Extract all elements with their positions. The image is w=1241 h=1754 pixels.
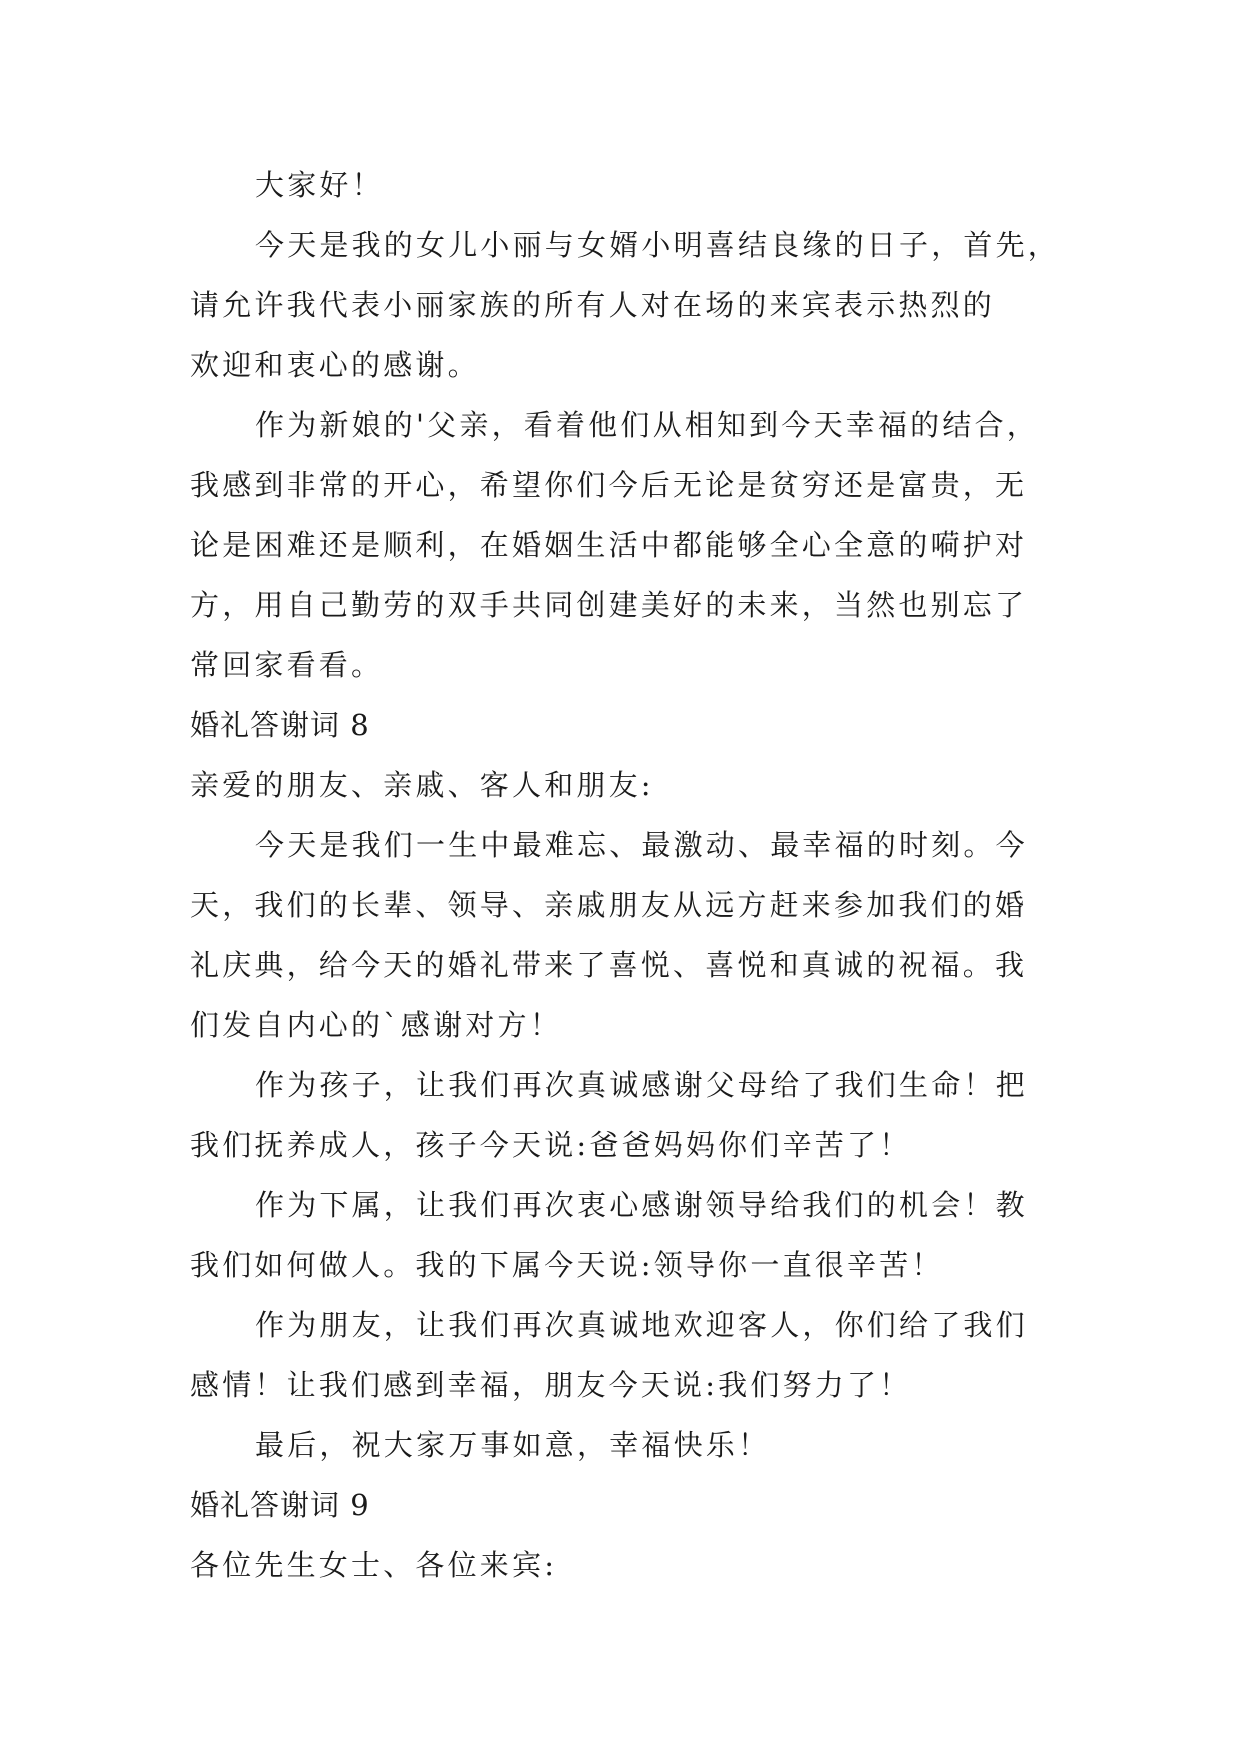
- paragraph-line: 感情！让我们感到幸福，朋友今天说:我们努力了！: [190, 1368, 912, 1402]
- paragraph-line: 最后，祝大家万事如意，幸福快乐！: [255, 1428, 771, 1462]
- paragraph-line: 我们抚养成人，孩子今天说:爸爸妈妈你们辛苦了！: [190, 1128, 912, 1162]
- salutation-line: 亲爱的朋友、亲戚、客人和朋友:: [190, 768, 654, 802]
- paragraph-line: 我感到非常的开心，希望你们今后无论是贫穷还是富贵，无: [190, 468, 1028, 502]
- paragraph-line: 常回家看看。: [190, 648, 384, 682]
- paragraph-line: 今天是我们一生中最难忘、最激动、最幸福的时刻。今: [255, 828, 1028, 862]
- section-heading: 婚礼答谢词 8: [190, 708, 370, 742]
- paragraph-line: 大家好！: [255, 168, 384, 202]
- paragraph-line: 作为下属，让我们再次衷心感谢领导给我们的机会！教: [255, 1188, 1028, 1222]
- paragraph-line: 礼庆典，给今天的婚礼带来了喜悦、喜悦和真诚的祝福。我: [190, 948, 1028, 982]
- paragraph-line: 我们如何做人。我的下属今天说:领导你一直很辛苦！: [190, 1248, 944, 1282]
- section-heading: 婚礼答谢词 9: [190, 1488, 370, 1522]
- paragraph-line: 作为新娘的'父亲，看着他们从相知到今天幸福的结合，: [255, 408, 1039, 442]
- salutation-line: 各位先生女士、各位来宾:: [190, 1548, 558, 1582]
- paragraph-line: 们发自内心的`感谢对方！: [190, 1008, 562, 1042]
- paragraph-line: 方，用自己勤劳的双手共同创建美好的未来，当然也别忘了: [190, 588, 1028, 622]
- paragraph-line: 论是困难还是顺利，在婚姻生活中都能够全心全意的嗬护对: [190, 528, 1028, 562]
- paragraph-line: 今天是我的女儿小丽与女婿小明喜结良缘的日子，首先，: [255, 228, 1061, 262]
- paragraph-line: 天，我们的长辈、领导、亲戚朋友从远方赶来参加我们的婚: [190, 888, 1028, 922]
- paragraph-line: 作为朋友，让我们再次真诚地欢迎客人，你们给了我们: [255, 1308, 1028, 1342]
- paragraph-line: 作为孩子，让我们再次真诚感谢父母给了我们生命！把: [255, 1068, 1028, 1102]
- paragraph-line: 欢迎和衷心的感谢。: [190, 348, 480, 382]
- paragraph-line: 请允许我代表小丽家族的所有人对在场的来宾表示热烈的: [190, 288, 996, 322]
